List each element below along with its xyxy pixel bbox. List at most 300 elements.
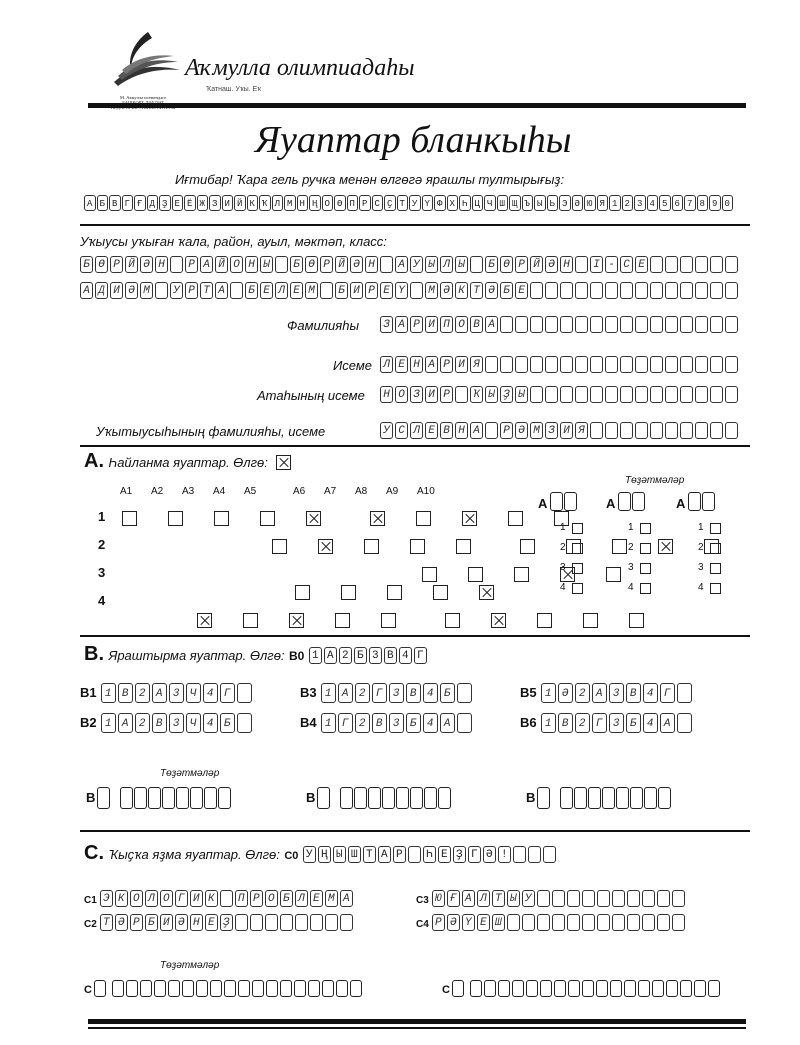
letter-cell[interactable] — [155, 282, 168, 299]
answer-checkbox-marked[interactable] — [306, 511, 321, 526]
corr-number-box[interactable] — [94, 980, 106, 997]
letter-cell[interactable]: О — [265, 890, 278, 907]
letter-cell[interactable]: Л — [477, 890, 490, 907]
letter-cell[interactable] — [605, 386, 618, 403]
corr-letter-box[interactable] — [182, 980, 194, 997]
b-answer-row[interactable] — [300, 683, 474, 703]
letter-cell[interactable]: 2 — [575, 713, 590, 733]
letter-cell[interactable] — [680, 422, 693, 439]
letter-cell[interactable]: Б — [145, 914, 158, 931]
letter-cell[interactable]: С — [395, 422, 408, 439]
letter-cell[interactable]: П — [440, 316, 453, 333]
letter-cell[interactable]: Е — [395, 356, 408, 373]
letter-cell[interactable]: Ю — [432, 890, 445, 907]
corr-letter-box[interactable] — [624, 980, 636, 997]
letter-cell[interactable] — [522, 914, 535, 931]
letter-cell[interactable]: Б — [335, 282, 348, 299]
letter-cell[interactable] — [672, 890, 685, 907]
letter-cell[interactable]: А — [485, 316, 498, 333]
letter-cell[interactable] — [665, 256, 678, 273]
c-corrections[interactable] — [84, 980, 764, 1002]
letter-cell[interactable]: Э — [100, 890, 113, 907]
letter-cell[interactable]: А — [395, 316, 408, 333]
letter-cell[interactable]: В — [470, 316, 483, 333]
letter-cell[interactable] — [545, 316, 558, 333]
corr-checkbox[interactable] — [572, 563, 583, 574]
corr-letter-box[interactable] — [134, 787, 147, 809]
letter-cell[interactable]: Г — [220, 683, 235, 703]
school-line-2[interactable] — [80, 282, 740, 300]
answer-checkbox[interactable] — [468, 567, 483, 582]
answer-checkbox[interactable] — [295, 585, 310, 600]
letter-cell[interactable]: К — [455, 282, 468, 299]
letter-cell[interactable]: Ы — [260, 256, 273, 273]
c-correction-row[interactable] — [84, 980, 364, 998]
letter-cell[interactable]: О — [230, 256, 243, 273]
corr-letter-box[interactable] — [336, 980, 348, 997]
letter-cell[interactable]: Ғ — [447, 890, 460, 907]
letter-cell[interactable] — [650, 422, 663, 439]
letter-cell[interactable]: Й — [530, 256, 543, 273]
letter-cell[interactable]: Я — [575, 422, 588, 439]
corr-letter-box[interactable] — [666, 980, 678, 997]
letter-cell[interactable]: И — [560, 422, 573, 439]
letter-cell[interactable]: А — [395, 256, 408, 273]
answer-checkbox-marked[interactable] — [197, 613, 212, 628]
letter-cell[interactable] — [582, 914, 595, 931]
c-answer-row[interactable] — [416, 914, 687, 932]
corr-letter-box[interactable] — [610, 980, 622, 997]
letter-cell[interactable]: Г — [175, 890, 188, 907]
letter-cell[interactable]: И — [160, 914, 173, 931]
letter-cell[interactable]: М — [325, 890, 338, 907]
letter-cell[interactable]: М — [305, 282, 318, 299]
letter-cell[interactable]: Е — [635, 256, 648, 273]
letter-cell[interactable]: И — [455, 356, 468, 373]
letter-cell[interactable] — [590, 422, 603, 439]
corr-checkbox[interactable] — [710, 583, 721, 594]
letter-cell[interactable] — [280, 914, 293, 931]
letter-cell[interactable]: И — [350, 282, 363, 299]
letter-cell[interactable]: Б — [245, 282, 258, 299]
letter-cell[interactable]: А — [340, 890, 353, 907]
letter-cell[interactable] — [620, 422, 633, 439]
corr-letter-box[interactable] — [680, 980, 692, 997]
corr-letter-box[interactable] — [154, 980, 166, 997]
letter-cell[interactable]: Р — [432, 914, 445, 931]
letter-cell[interactable]: Т — [200, 282, 213, 299]
letter-cell[interactable]: Й — [215, 256, 228, 273]
letter-cell[interactable]: Р — [410, 316, 423, 333]
letter-cell[interactable]: Ө — [95, 256, 108, 273]
answer-checkbox-marked[interactable] — [491, 613, 506, 628]
letter-cell[interactable]: Л — [295, 890, 308, 907]
letter-cell[interactable]: Ә — [440, 282, 453, 299]
letter-cell[interactable] — [530, 386, 543, 403]
letter-cell[interactable]: Г — [660, 683, 675, 703]
corr-checkbox[interactable] — [640, 583, 651, 594]
letter-cell[interactable]: М — [140, 282, 153, 299]
corr-checkbox[interactable] — [572, 523, 583, 534]
letter-cell[interactable]: Р — [130, 914, 143, 931]
letter-cell[interactable]: У — [380, 422, 393, 439]
letter-cell[interactable] — [560, 386, 573, 403]
letter-cell[interactable] — [310, 914, 323, 931]
letter-cell[interactable]: Ҡ — [470, 386, 483, 403]
letter-cell[interactable] — [380, 256, 393, 273]
letter-cell[interactable]: А — [80, 282, 93, 299]
corr-letter-box[interactable] — [616, 787, 629, 809]
answer-checkbox[interactable] — [433, 585, 448, 600]
letter-cell[interactable] — [680, 356, 693, 373]
answer-checkbox[interactable] — [381, 613, 396, 628]
corr-number-box[interactable] — [632, 492, 645, 511]
letter-cell[interactable]: М — [425, 282, 438, 299]
letter-cell[interactable]: Л — [410, 422, 423, 439]
corr-number-box[interactable] — [550, 492, 563, 511]
answer-checkbox[interactable] — [422, 567, 437, 582]
answer-checkbox-marked[interactable] — [462, 511, 477, 526]
answer-checkbox[interactable] — [508, 511, 523, 526]
letter-cell[interactable]: Н — [410, 356, 423, 373]
letter-cell[interactable]: Т — [492, 890, 505, 907]
letter-cell[interactable] — [295, 914, 308, 931]
corr-letter-box[interactable] — [218, 787, 231, 809]
corr-letter-box[interactable] — [368, 787, 381, 809]
letter-cell[interactable]: З — [545, 422, 558, 439]
letter-cell[interactable] — [597, 914, 610, 931]
letter-cell[interactable]: З — [380, 316, 393, 333]
corr-letter-box[interactable] — [470, 980, 482, 997]
letter-cell[interactable] — [500, 316, 513, 333]
corr-letter-box[interactable] — [196, 980, 208, 997]
corr-letter-box[interactable] — [176, 787, 189, 809]
letter-cell[interactable]: И — [425, 316, 438, 333]
letter-cell[interactable]: Ү — [395, 282, 408, 299]
letter-cell[interactable] — [695, 422, 708, 439]
letter-cell[interactable] — [612, 890, 625, 907]
corr-letter-box[interactable] — [438, 787, 451, 809]
letter-cell[interactable] — [325, 914, 338, 931]
c-answer-row[interactable] — [84, 890, 355, 908]
letter-cell[interactable] — [680, 282, 693, 299]
letter-cell[interactable] — [725, 316, 738, 333]
letter-cell[interactable] — [515, 356, 528, 373]
letter-cell[interactable] — [680, 386, 693, 403]
corr-letter-box[interactable] — [554, 980, 566, 997]
answer-checkbox[interactable] — [341, 585, 356, 600]
letter-cell[interactable] — [665, 422, 678, 439]
letter-cell[interactable]: Б — [220, 713, 235, 733]
letter-cell[interactable] — [552, 914, 565, 931]
corr-letter-box[interactable] — [210, 980, 222, 997]
letter-cell[interactable] — [457, 683, 472, 703]
letter-cell[interactable]: Н — [560, 256, 573, 273]
corr-letter-box[interactable] — [630, 787, 643, 809]
b-correction-row[interactable] — [86, 787, 232, 809]
letter-cell[interactable]: Н — [155, 256, 168, 273]
letter-cell[interactable] — [265, 914, 278, 931]
letter-cell[interactable]: А — [440, 713, 455, 733]
letter-cell[interactable]: Р — [440, 356, 453, 373]
letter-cell[interactable]: Д — [95, 282, 108, 299]
corr-number-box[interactable] — [452, 980, 464, 997]
b-corrections[interactable] — [86, 787, 766, 813]
b-answer-row[interactable] — [520, 713, 694, 733]
letter-cell[interactable]: Б — [290, 256, 303, 273]
letter-cell[interactable]: Ә — [140, 256, 153, 273]
answer-checkbox[interactable] — [122, 511, 137, 526]
letter-cell[interactable] — [485, 356, 498, 373]
letter-cell[interactable] — [515, 316, 528, 333]
corr-letter-box[interactable] — [340, 787, 353, 809]
letter-cell[interactable]: Г — [338, 713, 353, 733]
letter-cell[interactable] — [567, 890, 580, 907]
letter-cell[interactable]: Ә — [125, 282, 138, 299]
letter-cell[interactable]: Й — [125, 256, 138, 273]
letter-cell[interactable] — [672, 914, 685, 931]
letter-cell[interactable]: Ы — [507, 890, 520, 907]
letter-cell[interactable]: 1 — [101, 713, 116, 733]
answer-checkbox[interactable] — [168, 511, 183, 526]
letter-cell[interactable] — [635, 282, 648, 299]
corr-letter-box[interactable] — [280, 980, 292, 997]
corr-letter-box[interactable] — [126, 980, 138, 997]
answer-checkbox[interactable] — [520, 539, 535, 554]
letter-cell[interactable]: М — [530, 422, 543, 439]
letter-cell[interactable]: Ә — [515, 422, 528, 439]
corr-checkbox[interactable] — [710, 563, 721, 574]
letter-cell[interactable]: Р — [320, 256, 333, 273]
letter-cell[interactable]: Ҙ — [500, 386, 513, 403]
letter-cell[interactable]: Е — [380, 282, 393, 299]
letter-cell[interactable] — [275, 256, 288, 273]
letter-cell[interactable]: Е — [310, 890, 323, 907]
letter-cell[interactable] — [695, 282, 708, 299]
letter-cell[interactable] — [560, 282, 573, 299]
letter-cell[interactable] — [582, 890, 595, 907]
letter-cell[interactable] — [650, 282, 663, 299]
letter-cell[interactable]: К — [115, 890, 128, 907]
corr-checkbox[interactable] — [710, 543, 721, 554]
letter-cell[interactable]: Б — [485, 256, 498, 273]
letter-cell[interactable]: А — [152, 683, 167, 703]
letter-cell[interactable]: 4 — [423, 683, 438, 703]
letter-cell[interactable]: Ә — [115, 914, 128, 931]
letter-cell[interactable] — [485, 422, 498, 439]
letter-cell[interactable] — [657, 890, 670, 907]
letter-cell[interactable]: Ч — [186, 683, 201, 703]
letter-cell[interactable] — [710, 282, 723, 299]
letter-cell[interactable]: 1 — [101, 683, 116, 703]
letter-cell[interactable]: Н — [365, 256, 378, 273]
letter-cell[interactable] — [500, 356, 513, 373]
letter-cell[interactable]: Т — [470, 282, 483, 299]
corr-letter-box[interactable] — [396, 787, 409, 809]
letter-cell[interactable]: 2 — [135, 713, 150, 733]
corr-letter-box[interactable] — [204, 787, 217, 809]
letter-cell[interactable]: Ә — [545, 256, 558, 273]
letter-cell[interactable] — [530, 282, 543, 299]
letter-cell[interactable] — [590, 356, 603, 373]
letter-cell[interactable]: Б — [406, 713, 421, 733]
letter-cell[interactable]: А — [215, 282, 228, 299]
letter-cell[interactable] — [410, 282, 423, 299]
letter-cell[interactable] — [635, 422, 648, 439]
letter-cell[interactable] — [605, 356, 618, 373]
corr-letter-box[interactable] — [238, 980, 250, 997]
letter-cell[interactable]: З — [410, 386, 423, 403]
letter-cell[interactable]: Р — [185, 256, 198, 273]
corr-number-box[interactable] — [537, 787, 550, 809]
corr-letter-box[interactable] — [644, 787, 657, 809]
letter-cell[interactable]: Ҙ — [220, 914, 233, 931]
letter-cell[interactable]: У — [410, 256, 423, 273]
answer-checkbox[interactable] — [410, 539, 425, 554]
letter-cell[interactable] — [710, 256, 723, 273]
letter-cell[interactable] — [627, 890, 640, 907]
letter-cell[interactable]: 2 — [135, 683, 150, 703]
corr-letter-box[interactable] — [602, 787, 615, 809]
corr-checkbox[interactable] — [572, 583, 583, 594]
corr-letter-box[interactable] — [294, 980, 306, 997]
corr-letter-box[interactable] — [658, 787, 671, 809]
letter-cell[interactable] — [605, 422, 618, 439]
corr-number-box[interactable] — [97, 787, 110, 809]
letter-cell[interactable]: Е — [205, 914, 218, 931]
corr-letter-box[interactable] — [596, 980, 608, 997]
letter-cell[interactable]: Ә — [447, 914, 460, 931]
letter-cell[interactable] — [507, 914, 520, 931]
corr-letter-box[interactable] — [652, 980, 664, 997]
letter-cell[interactable] — [575, 386, 588, 403]
letter-cell[interactable]: 3 — [389, 683, 404, 703]
letter-cell[interactable]: Н — [190, 914, 203, 931]
corr-letter-box[interactable] — [708, 980, 720, 997]
letter-cell[interactable]: 1 — [321, 713, 336, 733]
letter-cell[interactable]: Е — [477, 914, 490, 931]
letter-cell[interactable] — [235, 914, 248, 931]
corr-letter-box[interactable] — [112, 980, 124, 997]
corr-letter-box[interactable] — [120, 787, 133, 809]
letter-cell[interactable] — [237, 713, 252, 733]
corr-letter-box[interactable] — [526, 980, 538, 997]
letter-cell[interactable]: Л — [275, 282, 288, 299]
answer-checkbox-marked[interactable] — [479, 585, 494, 600]
letter-cell[interactable]: 4 — [643, 683, 658, 703]
answer-checkbox[interactable] — [214, 511, 229, 526]
letter-cell[interactable]: В — [152, 713, 167, 733]
letter-cell[interactable]: Ы — [455, 256, 468, 273]
corr-checkbox[interactable] — [640, 563, 651, 574]
answer-checkbox[interactable] — [387, 585, 402, 600]
letter-cell[interactable]: У — [170, 282, 183, 299]
patronymic-field[interactable] — [380, 386, 740, 404]
letter-cell[interactable]: 2 — [575, 683, 590, 703]
letter-cell[interactable] — [665, 386, 678, 403]
letter-cell[interactable]: Е — [515, 282, 528, 299]
letter-cell[interactable]: Н — [455, 422, 468, 439]
corr-letter-box[interactable] — [382, 787, 395, 809]
corr-letter-box[interactable] — [140, 980, 152, 997]
letter-cell[interactable] — [695, 356, 708, 373]
letter-cell[interactable] — [530, 316, 543, 333]
surname-field[interactable] — [380, 316, 740, 334]
letter-cell[interactable] — [650, 356, 663, 373]
letter-cell[interactable] — [457, 713, 472, 733]
corr-letter-box[interactable] — [168, 980, 180, 997]
corr-letter-box[interactable] — [252, 980, 264, 997]
b-answer-row[interactable] — [520, 683, 694, 703]
letter-cell[interactable]: В — [118, 683, 133, 703]
letter-cell[interactable]: Б — [80, 256, 93, 273]
corr-letter-box[interactable] — [484, 980, 496, 997]
corr-letter-box[interactable] — [512, 980, 524, 997]
corr-letter-box[interactable] — [694, 980, 706, 997]
letter-cell[interactable]: Б — [440, 683, 455, 703]
letter-cell[interactable]: Е — [290, 282, 303, 299]
letter-cell[interactable]: Е — [425, 422, 438, 439]
corr-number-box[interactable] — [317, 787, 330, 809]
letter-cell[interactable] — [627, 914, 640, 931]
letter-cell[interactable] — [635, 316, 648, 333]
corr-checkbox[interactable] — [710, 523, 721, 534]
c-correction-row[interactable] — [442, 980, 722, 998]
letter-cell[interactable]: Ә — [175, 914, 188, 931]
letter-cell[interactable] — [590, 316, 603, 333]
letter-cell[interactable]: О — [130, 890, 143, 907]
letter-cell[interactable]: Р — [110, 256, 123, 273]
letter-cell[interactable] — [710, 422, 723, 439]
letter-cell[interactable]: Б — [280, 890, 293, 907]
letter-cell[interactable] — [605, 316, 618, 333]
letter-cell[interactable]: А — [470, 422, 483, 439]
letter-cell[interactable]: Й — [335, 256, 348, 273]
letter-cell[interactable]: А — [462, 890, 475, 907]
corr-letter-box[interactable] — [638, 980, 650, 997]
letter-cell[interactable] — [575, 316, 588, 333]
letter-cell[interactable]: Я — [470, 356, 483, 373]
letter-cell[interactable]: Б — [500, 282, 513, 299]
letter-cell[interactable]: 3 — [169, 713, 184, 733]
letter-cell[interactable]: Ш — [492, 914, 505, 931]
corr-letter-box[interactable] — [582, 980, 594, 997]
letter-cell[interactable]: Р — [515, 256, 528, 273]
letter-cell[interactable]: 4 — [643, 713, 658, 733]
letter-cell[interactable] — [545, 386, 558, 403]
b-answers[interactable] — [80, 683, 760, 743]
answer-checkbox[interactable] — [456, 539, 471, 554]
corr-letter-box[interactable] — [574, 787, 587, 809]
letter-cell[interactable]: Л — [380, 356, 393, 373]
letter-cell[interactable] — [650, 316, 663, 333]
letter-cell[interactable] — [575, 356, 588, 373]
letter-cell[interactable]: А — [200, 256, 213, 273]
c-answers[interactable] — [84, 890, 764, 940]
corr-letter-box[interactable] — [568, 980, 580, 997]
letter-cell[interactable] — [665, 282, 678, 299]
corr-number-box[interactable] — [564, 492, 577, 511]
school-line-1[interactable] — [80, 256, 740, 274]
letter-cell[interactable]: 2 — [355, 683, 370, 703]
corr-letter-box[interactable] — [498, 980, 510, 997]
letter-cell[interactable] — [680, 256, 693, 273]
letter-cell[interactable]: Р — [365, 282, 378, 299]
letter-cell[interactable]: У — [522, 890, 535, 907]
letter-cell[interactable]: И — [425, 386, 438, 403]
letter-cell[interactable]: И — [190, 890, 203, 907]
letter-cell[interactable] — [537, 914, 550, 931]
